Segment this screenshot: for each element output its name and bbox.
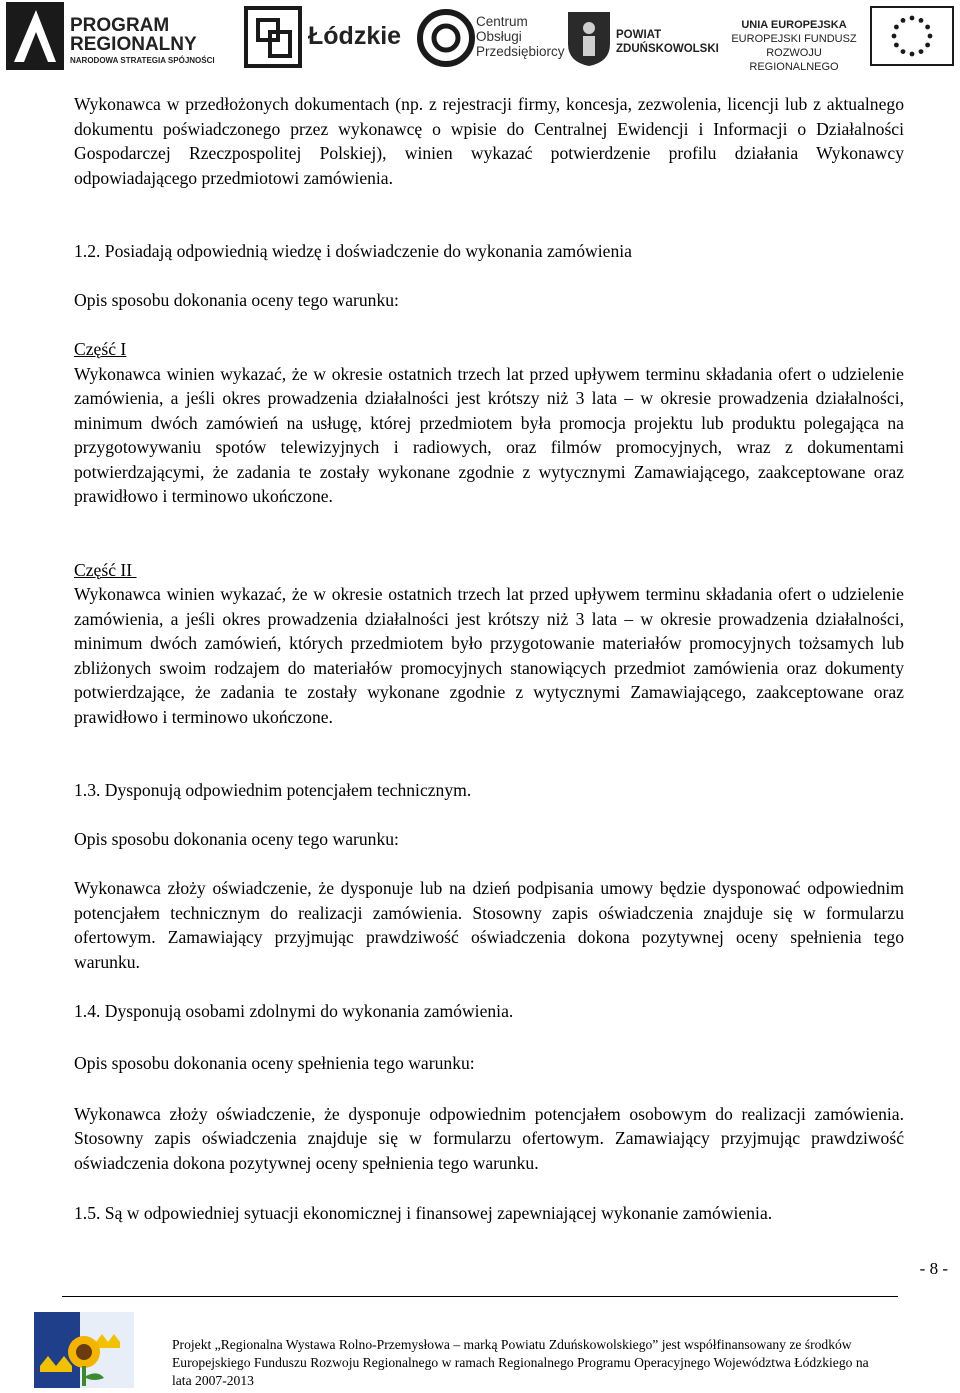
cop-logo: [416, 8, 565, 68]
fe-line3: NARODOWA STRATEGIA SPÓJNOŚCI: [70, 56, 215, 65]
ue-line1: UNIA EUROPEJSKA: [741, 19, 847, 31]
part-2-paragraph: Wykonawca winien wykazać, że w okresie ostatnich trzech lat przed upływem terminu składania ofert o udzielenie zamówienia, a jeśli okres prowadzenia działalności jest krótszy niż 3 lata – w okresie prowadzenia działalności, minimum dwóch zamówień, których przedmiotem było przygotowanie materiałów promocyjnych tożsamych lub zbliżonych swoim rodzajem do materiałów promocyjnych stanowiących przedmiot zamówienia oraz dokumenty potwierdzające, że zadania te zostały wykonane zgodnie z wytycznymi Zamawiającego, zaakceptowane oraz prawidłowo i terminowo ukończone.: [74, 584, 904, 727]
ue-line2: EUROPEJSKI FUNDUSZ: [731, 33, 857, 45]
section-1-4-assessment-label: Opis sposobu dokonania oceny spełnienia tego warunku:: [74, 1053, 475, 1073]
sunflower-crown-emblem-icon: [34, 1312, 134, 1388]
section-1-2-heading: 1.2. Posiadają odpowiednią wiedzę i doświadczenie do wykonania zamówienia: [74, 241, 632, 261]
document-body: [74, 92, 904, 1226]
header-logos: [0, 0, 960, 76]
section-1-4-paragraph: Wykonawca złoży oświadczenie, że dysponuje odpowiednim potencjałem osobowym do realizacji zamówienia. Stosowny zapis oświadczenia znajduje się w formularzu ofertowym. Zamawiający przyjmując prawdziwość oświadczenia dokona pozytywnej oceny spełnienia tego warunku.: [74, 1103, 904, 1173]
lodzkie-emblem-icon: [244, 6, 302, 68]
eu-funds-emblem-icon: [6, 2, 64, 70]
regional-exhibition-logo: [34, 1312, 134, 1388]
cop-line1: Centrum: [476, 14, 528, 29]
eu-flag-icon: [870, 6, 954, 66]
program-regionalny-logo: [6, 2, 238, 72]
lodzkie-logo: [244, 6, 404, 70]
ue-line3: ROZWOJU REGIONALNEGO: [749, 47, 839, 73]
fe-line1: PROGRAM: [70, 15, 170, 36]
section-1-3-heading: 1.3. Dysponują odpowiednim potencjałem technicznym.: [74, 780, 472, 800]
powiat-line2: ZDUŃSKOWOLSKI: [616, 43, 719, 55]
section-1-4-heading: 1.4. Dysponują osobami zdolnymi do wykonania zamówienia.: [74, 1000, 514, 1021]
footer-divider: [62, 1296, 898, 1297]
section-1-2-assessment-label: Opis sposobu dokonania oceny tego warunku:: [74, 290, 399, 310]
intro-paragraph: Wykonawca w przedłożonych dokumentach (np. z rejestracji firmy, koncesja, zezwolenia, licencji lub z aktualnego dokumentu poświadczonego przez wykonawcę o wpisie do Centralnej Ewidencji i Informacji o Działalności Gospodarczej Rzeczpospolitej Polskiej), winien wykazać potwierdzenie profilu działania Wykonawcy odpowiadającego przedmiotowi zamówienia.: [74, 94, 904, 188]
powiat-logo: [566, 10, 719, 70]
footer-line-2: Europejskiego Funduszu Rozwoju Regionalnego w ramach Regionalnego Programu Operacyjnego Województwa Łódzkiego na: [172, 1355, 869, 1370]
cop-line2: Obsługi: [476, 29, 522, 44]
footer-cofinancing-note: [172, 1336, 912, 1390]
section-1-3-paragraph: Wykonawca złoży oświadczenie, że dysponuje lub na dzień podpisania umowy będzie dysponować odpowiednim potencjałem technicznym do realizacji zamówienia. Stosowny zapis oświadczenia znajduje się w formularzu ofertowym. Zamawiający przyjmując prawdziwość oświadczenia dokona pozytywnej oceny spełnienia tego warunku.: [74, 878, 904, 972]
page-number: - 8 -: [919, 1259, 948, 1278]
footer-line-1: Projekt „Regionalna Wystawa Rolno-Przemysłowa – marką Powiatu Zduńskowolskiego” jest współfinansowany ze środków: [172, 1337, 852, 1352]
footer-line-3: lata 2007-2013: [172, 1373, 254, 1388]
part-1-label: Część I: [74, 339, 127, 359]
cop-emblem-icon: [416, 8, 476, 68]
powiat-crest-icon: [566, 10, 612, 68]
eu-logo: [724, 6, 956, 73]
part-1-paragraph: Wykonawca winien wykazać, że w okresie ostatnich trzech lat przed upływem terminu składania ofert o udzielenie zamówienia, a jeśli okres prowadzenia działalności jest krótszy niż 3 lata – w okresie prowadzenia działalności, minimum dwóch zamówień na usługę, której przedmiotem była promocja projektu lub produktu polegająca na przygotowywaniu spotów telewizyjnych i radiowych, oraz filmów promocyjnych, wraz z dokumentami potwierdzającymi, że zadania te zostały wykonane zgodnie z wytycznymi Zamawiającego, zaakceptowane oraz prawidłowo i terminowo ukończone.: [74, 363, 904, 506]
cop-line3: Przedsiębiorcy: [476, 44, 565, 59]
fe-line2: REGIONALNY: [70, 34, 197, 55]
section-1-3-assessment-label: Opis sposobu dokonania oceny tego warunku:: [74, 829, 399, 849]
lodzkie-text: Łódzkie: [308, 22, 402, 50]
section-1-5-heading: 1.5. Są w odpowiedniej sytuacji ekonomicznej i finansowej zapewniającej wykonanie zamówienia.: [74, 1203, 773, 1223]
powiat-line1: POWIAT: [616, 29, 662, 41]
part-2-label: Część II: [74, 559, 137, 580]
